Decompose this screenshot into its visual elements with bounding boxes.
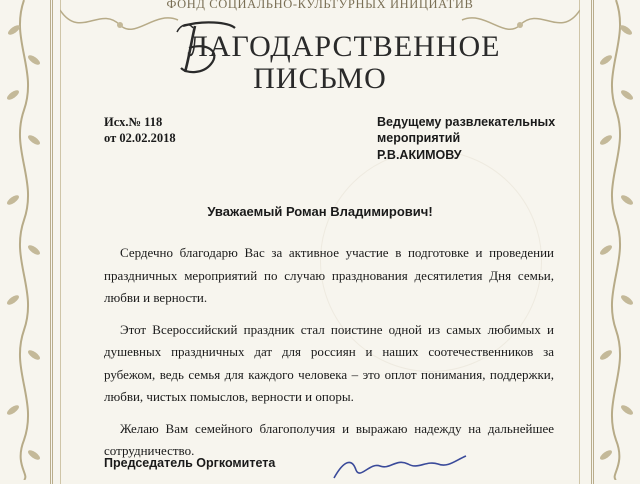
greeting: Уважаемый Роман Владимирович!	[207, 204, 433, 219]
title-line-2: ПИСЬМО	[253, 62, 387, 95]
paragraph-1: Сердечно благодарю Вас за активное участие в подготовке и проведении праздничных мероприятий по случаю празднования десятилетия Дня семьи, любви и верности.	[104, 245, 554, 305]
signer-position: Председатель Оргкомитета	[104, 456, 276, 470]
paragraph-3: Желаю Вам семейного благополучия и выражаю надежду на дальнейшее сотрудничество.	[104, 420, 554, 458]
addressee-line-2: мероприятий	[377, 131, 461, 145]
title-line-1: ЛАГОДАРСТВЕННОЕ	[187, 30, 501, 63]
outgoing-reference	[104, 114, 176, 146]
letter-body	[104, 242, 554, 472]
addressee-name: Р.В.АКИМОВУ	[377, 148, 462, 162]
foundation-name: ФОНД СОЦИАЛЬНО-КУЛЬТУРНЫХ ИНИЦИАТИВ	[166, 0, 474, 11]
addressee-block	[377, 114, 567, 163]
handwritten-signature	[330, 452, 470, 482]
paragraph-2: Этот Всероссийский праздник стал поистине одной из самых любимых и душевных праздничных дат для россиян и наших соотечественников за рубежом, ведь семья для каждого человека – это оплот понимания, поддержки, любви, чистых помыслов, верности и опоры.	[104, 321, 554, 404]
outgoing-number: Исх.№ 118	[104, 115, 163, 129]
addressee-line-1: Ведущему развлекательных	[377, 115, 556, 129]
outgoing-date: от 02.02.2018	[104, 131, 176, 145]
